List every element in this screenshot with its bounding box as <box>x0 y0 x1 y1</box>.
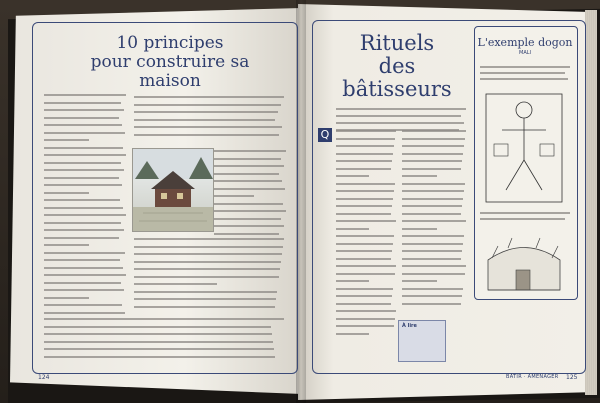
text-line <box>336 115 461 117</box>
text-line <box>44 169 124 171</box>
text-line <box>402 190 464 192</box>
text-line <box>214 173 279 175</box>
right-page-number: 125 <box>566 374 578 381</box>
left-page-number: 124 <box>38 374 50 381</box>
text-line <box>402 220 466 222</box>
text-line <box>336 160 392 162</box>
text-line <box>336 130 396 132</box>
text-line <box>44 304 122 306</box>
text-line <box>134 306 275 308</box>
text-line <box>336 220 396 222</box>
text-line <box>44 267 123 269</box>
text-line <box>336 310 396 312</box>
text-line <box>336 153 393 155</box>
text-line <box>336 183 395 185</box>
text-line <box>402 145 464 147</box>
text-line <box>336 295 392 297</box>
text-line <box>44 162 121 164</box>
text-line <box>44 117 119 119</box>
text-line <box>134 238 284 240</box>
text-line <box>402 243 463 245</box>
left-page-title <box>60 34 280 91</box>
text-line <box>44 289 124 291</box>
text-line <box>134 261 281 263</box>
right-title-line2: des bâtisseurs <box>342 54 452 101</box>
text-line <box>214 218 281 220</box>
text-line <box>402 130 466 132</box>
text-line <box>402 258 461 260</box>
text-line <box>336 145 394 147</box>
text-line <box>214 195 254 197</box>
text-line <box>336 108 466 110</box>
text-line <box>44 132 125 134</box>
right-title-line1: Rituels <box>359 31 435 55</box>
page-edges <box>585 10 597 395</box>
text-line <box>214 150 286 152</box>
text-line <box>402 265 466 267</box>
text-line <box>134 253 282 255</box>
text-line <box>402 205 462 207</box>
left-title-line2: pour construire sa maison <box>90 52 250 91</box>
text-line <box>44 356 275 358</box>
text-line <box>402 160 462 162</box>
text-line <box>336 175 369 177</box>
text-line <box>336 288 393 290</box>
house-illustration <box>132 148 214 232</box>
text-line <box>44 199 120 201</box>
dogon-diagram <box>482 90 566 206</box>
text-line <box>134 134 279 136</box>
drop-cap: Q <box>318 128 332 142</box>
left-title-line1: 10 principes <box>116 33 224 53</box>
text-line <box>44 229 124 231</box>
text-line <box>44 252 125 254</box>
text-line <box>44 94 126 96</box>
text-line <box>336 265 396 267</box>
text-line <box>336 198 393 200</box>
text-line <box>336 122 464 124</box>
text-line <box>134 276 279 278</box>
right-footer-label: BÂTIR · AMÉNAGER <box>506 374 559 380</box>
text-line <box>134 111 278 113</box>
text-line <box>402 288 463 290</box>
text-line <box>336 205 392 207</box>
text-line <box>44 102 121 104</box>
text-line <box>214 165 284 167</box>
text-line <box>44 348 274 350</box>
text-line <box>134 268 280 270</box>
text-line <box>336 280 369 282</box>
text-line <box>480 66 570 68</box>
text-line <box>480 72 565 74</box>
text-line <box>44 244 89 246</box>
text-line <box>402 213 461 215</box>
text-line <box>44 333 272 335</box>
text-line <box>44 222 121 224</box>
text-line <box>336 235 394 237</box>
text-line <box>44 297 89 299</box>
sidebar-title: L'exemple dogon <box>477 36 573 49</box>
text-line <box>402 175 437 177</box>
dogon-house-sketch <box>478 230 570 300</box>
text-line <box>214 203 283 205</box>
text-line <box>336 138 395 140</box>
text-line <box>44 139 89 141</box>
text-line <box>214 210 286 212</box>
text-line <box>480 218 565 220</box>
text-line <box>44 177 119 179</box>
text-line <box>402 303 461 305</box>
text-line <box>336 168 391 170</box>
text-line <box>214 180 282 182</box>
right-page-title <box>322 32 472 101</box>
text-line <box>402 235 464 237</box>
sidebar-subtitle: MALI <box>519 50 531 56</box>
text-line <box>44 109 124 111</box>
text-line <box>336 228 369 230</box>
text-line <box>402 228 437 230</box>
text-line <box>480 212 570 214</box>
text-line <box>336 333 369 335</box>
text-line <box>336 318 395 320</box>
text-line <box>402 280 437 282</box>
text-line <box>214 188 285 190</box>
text-line <box>44 318 284 320</box>
text-line <box>44 312 125 314</box>
text-line <box>44 237 119 239</box>
text-line <box>402 295 462 297</box>
text-line <box>402 153 463 155</box>
text-line <box>336 243 393 245</box>
text-line <box>44 259 120 261</box>
text-line <box>44 154 126 156</box>
text-line <box>44 207 123 209</box>
text-line <box>134 291 277 293</box>
text-line <box>214 158 281 160</box>
text-line <box>214 233 279 235</box>
text-line <box>134 104 281 106</box>
text-line <box>402 138 465 140</box>
text-line <box>480 78 568 80</box>
text-line <box>336 303 391 305</box>
text-line <box>44 214 126 216</box>
text-line <box>44 124 122 126</box>
text-line <box>402 250 462 252</box>
text-line <box>336 213 391 215</box>
text-line <box>44 282 121 284</box>
reading-note-label: À lire <box>402 323 417 329</box>
text-line <box>134 298 276 300</box>
text-line <box>44 192 89 194</box>
text-line <box>134 246 283 248</box>
text-line <box>214 225 284 227</box>
text-line <box>134 96 284 98</box>
text-line <box>336 273 395 275</box>
text-line <box>336 325 394 327</box>
text-line <box>402 273 465 275</box>
text-line <box>336 250 392 252</box>
text-line <box>44 326 271 328</box>
text-line <box>336 258 391 260</box>
text-line <box>336 190 394 192</box>
text-line <box>134 283 217 285</box>
text-line <box>44 341 273 343</box>
text-line <box>44 184 122 186</box>
text-line <box>134 119 275 121</box>
text-line <box>44 147 123 149</box>
text-line <box>44 274 126 276</box>
text-line <box>402 198 463 200</box>
text-line <box>402 183 465 185</box>
text-line <box>402 168 461 170</box>
text-line <box>134 126 282 128</box>
